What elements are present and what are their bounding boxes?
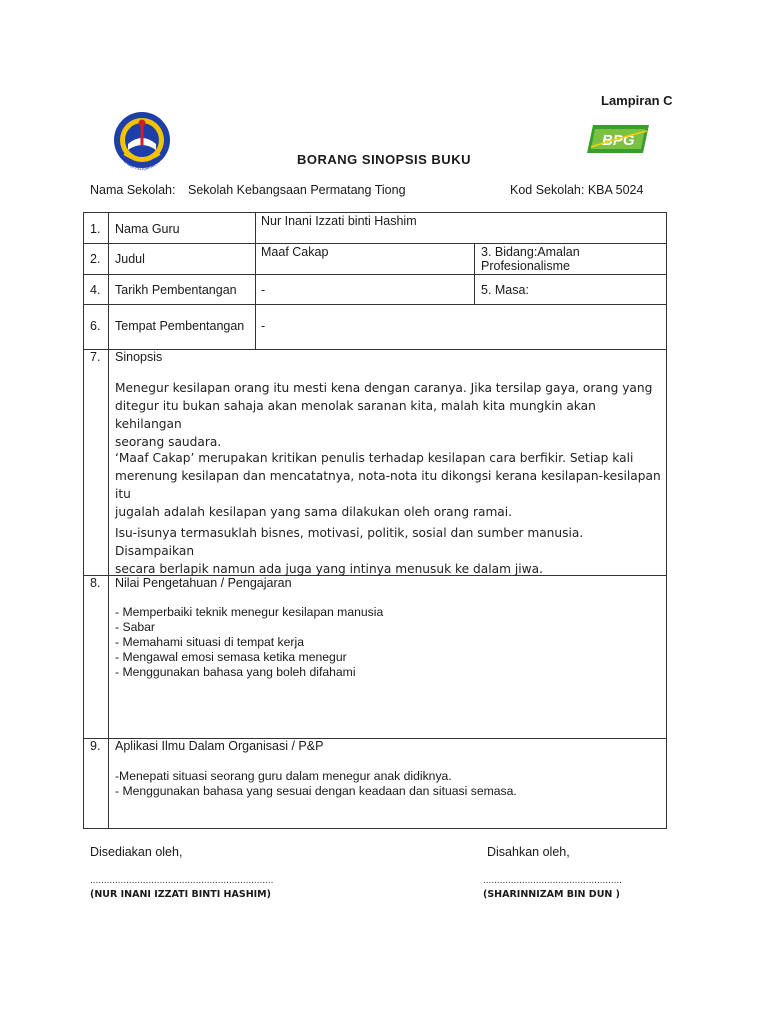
title-value: Maaf Cakap xyxy=(261,245,329,259)
row-number: 2. xyxy=(90,252,101,266)
presentation-place-value: - xyxy=(261,319,266,333)
duration-label: 5. Masa: xyxy=(481,283,529,297)
list-item: - Menggunakan bahasa yang sesuai dengan keadaan dan situasi semasa. xyxy=(115,784,517,798)
title-label: Judul xyxy=(115,252,145,266)
list-item: - Sabar xyxy=(115,620,155,634)
presentation-date-value: - xyxy=(261,283,266,297)
prepared-by-label: Disediakan oleh, xyxy=(90,845,183,859)
approved-name: (SHARINNIZAM BIN DUN ) xyxy=(483,889,621,900)
row-number: 6. xyxy=(90,319,101,333)
list-item: - Mengawal emosi semasa ketika menegur xyxy=(115,650,347,664)
application-label: Aplikasi Ilmu Dalam Organisasi / P&P xyxy=(115,739,324,753)
synopsis-table xyxy=(83,212,667,829)
teacher-name-value: Nur Inani Izzati binti Hashim xyxy=(261,214,417,228)
presentation-place-label: Tempat Pembentangan xyxy=(115,319,245,333)
row-number: 9. xyxy=(90,739,101,753)
svg-text:KEMENTERIAN PELAJARAN MALAYSIA: KEMENTERIAN PELAJARAN MALAYSIA xyxy=(116,145,168,172)
row-number: 4. xyxy=(90,283,101,297)
teacher-name-label: Nama Guru xyxy=(115,222,180,236)
synopsis-paragraph: ‘Maaf Cakap’ merupakan kritikan penulis terhadap kesilapan cara berfikir. Setiap kali merenung kesilapan dan mencatatnya, nota-nota itu dikongsi kerana kesilapan-kesilapan itu jugalah adalah kesilapan yang sama dilakukan oleh orang ramai. xyxy=(115,451,661,519)
synopsis-paragraph: Menegur kesilapan orang itu mesti kena dengan caranya. Jika tersilap gaya, orang yang ditegur itu bukan sahaja akan menolak saranan kita, malah kita mungkin akan kehilangan seorang saudara. xyxy=(115,381,653,449)
svg-text:BPG: BPG xyxy=(602,132,635,149)
field-label-line2: Profesionalisme xyxy=(481,259,570,273)
school-name-value: Sekolah Kebangsaan Permatang Tiong xyxy=(188,183,406,197)
school-name-label: Nama Sekolah: xyxy=(90,183,176,197)
synopsis-paragraph: Isu-isunya termasuklah bisnes, motivasi, politik, sosial dan sumber manusia. Disampaikan secara berlapik namun ada juga yang intinya menusuk ke dalam jiwa. xyxy=(115,526,584,576)
row-number: 8. xyxy=(90,576,101,590)
list-item: - Memperbaiki teknik menegur kesilapan manusia xyxy=(115,605,384,619)
lampiran-label: Lampiran C xyxy=(601,93,673,108)
prepared-signature-line: .................................................................. xyxy=(90,875,274,886)
values-list xyxy=(115,605,383,680)
row-number: 1. xyxy=(90,222,101,236)
approved-by-label: Disahkan oleh, xyxy=(487,845,570,859)
prepared-name: (NUR INANI IZZATI BINTI HASHIM) xyxy=(90,889,271,900)
synopsis-label: Sinopsis xyxy=(115,350,163,364)
list-item: - Memahami situasi di tempat kerja xyxy=(115,635,304,649)
field-label-line1: 3. Bidang:Amalan xyxy=(481,245,580,259)
presentation-date-label: Tarikh Pembentangan xyxy=(115,283,237,297)
values-label: Nilai Pengetahuan / Pengajaran xyxy=(115,576,292,590)
row-number: 7. xyxy=(90,350,101,364)
application-list xyxy=(115,769,517,799)
list-item: - Menggunakan bahasa yang boleh difahami xyxy=(115,665,356,679)
list-item: -Menepati situasi seorang guru dalam menegur anak didiknya. xyxy=(115,769,452,783)
school-code: Kod Sekolah: KBA 5024 xyxy=(510,183,644,197)
approved-signature-line: .................................................. xyxy=(483,875,622,886)
form-title: BORANG SINOPSIS BUKU xyxy=(297,152,471,167)
